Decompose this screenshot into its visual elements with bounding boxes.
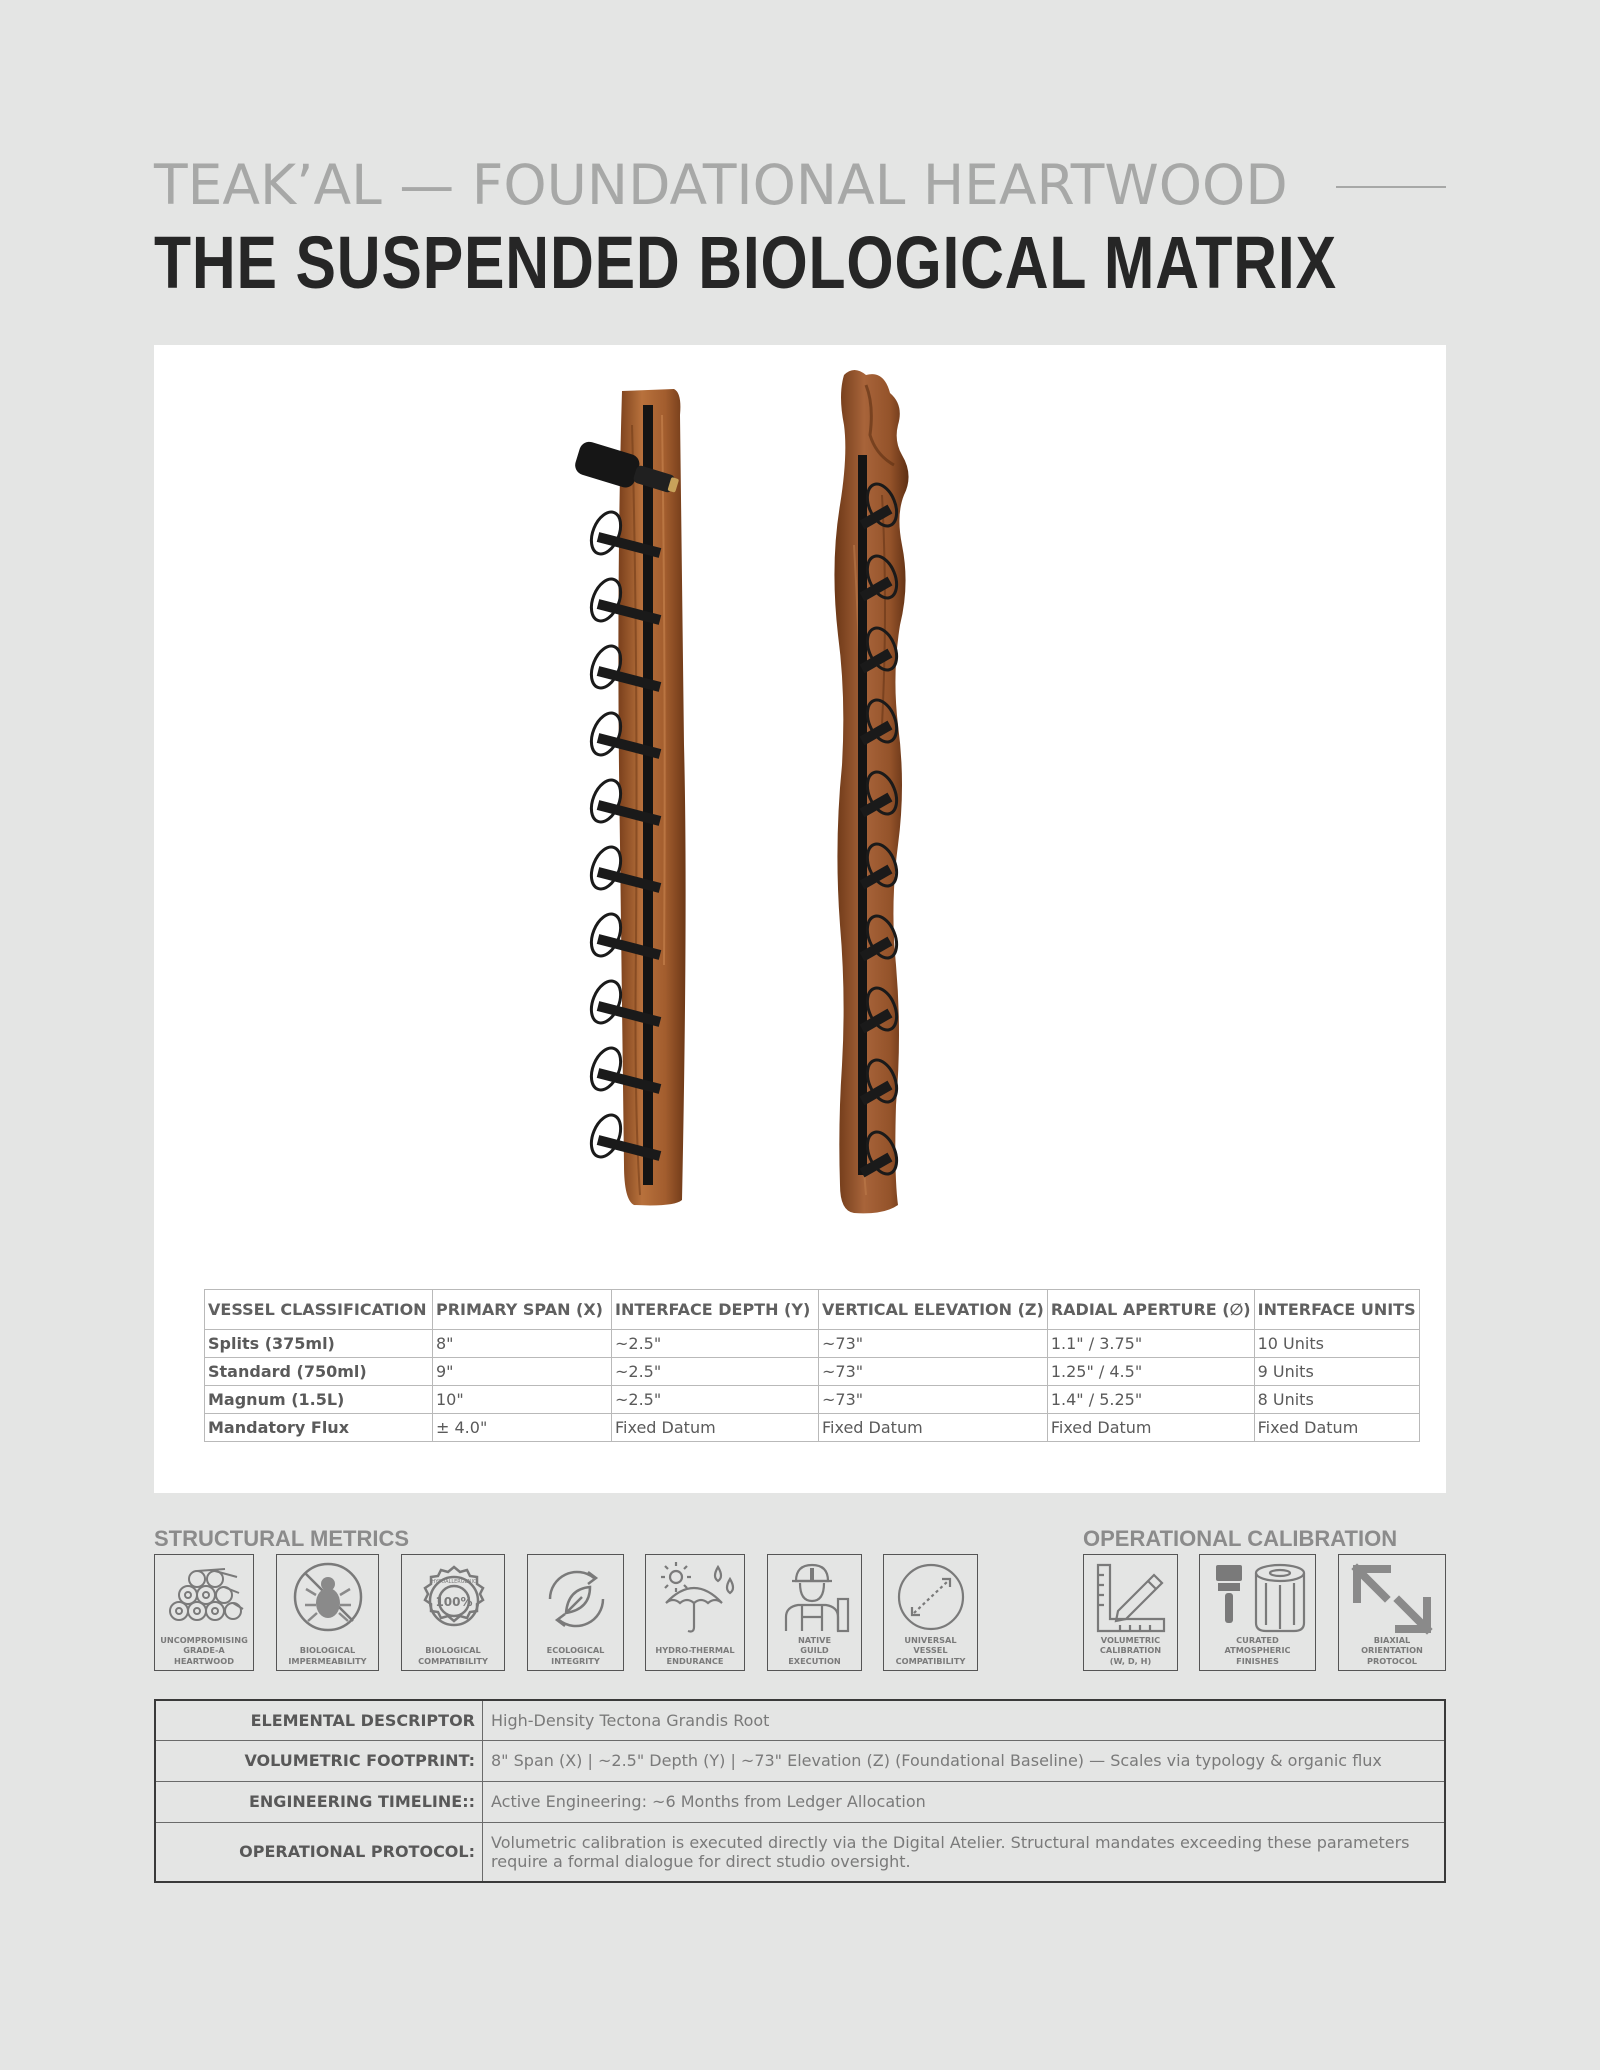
badge-hydro-thermal-endurance: [645, 1554, 745, 1671]
descriptor-key: ELEMENTAL DESCRIPTOR: [155, 1700, 483, 1740]
badge-label: NATIVE GUILD EXECUTION: [788, 1634, 841, 1666]
table-cell: ~2.5": [612, 1358, 819, 1386]
bottle-hoop: [586, 910, 627, 961]
product-image-wine-racks: [154, 345, 1446, 1275]
organic-root-rack: [834, 370, 908, 1213]
log-pile-icon: [155, 1559, 255, 1639]
descriptor-value: Volumetric calibration is executed directly via the Digital Atelier. Structural mandates exceeding these parameters require a formal dialogue for direct studio oversight.: [483, 1822, 1446, 1882]
ruler-pencil-icon: [1084, 1559, 1179, 1639]
badge-label: BIOLOGICAL COMPATIBILITY: [418, 1645, 488, 1666]
structural-metrics-label: STRUCTURAL METRICS: [154, 1526, 410, 1551]
table-cell: 9": [433, 1358, 612, 1386]
vessel-class-cell: Splits (375ml): [205, 1330, 433, 1358]
brush-stump-icon: [1200, 1559, 1317, 1639]
descriptor-table: [154, 1699, 1446, 1883]
descriptor-value: Active Engineering: ~6 Months from Ledger Allocation: [483, 1781, 1446, 1822]
badge-volumetric-calibration: [1083, 1554, 1178, 1671]
table-row: [155, 1822, 1445, 1882]
bottle-hoop: [586, 977, 627, 1028]
table-row: [205, 1386, 1420, 1414]
seal-ring-text: HYPOALLERGENIC: [431, 1579, 477, 1585]
descriptor-key: ENGINEERING TIMELINE::: [155, 1781, 483, 1822]
table-row: [205, 1414, 1420, 1442]
craftsman-icon: [768, 1559, 863, 1639]
sun-umbrella-rain-icon: [646, 1559, 746, 1639]
table-row: [155, 1740, 1445, 1781]
table-cell: 10 Units: [1254, 1330, 1419, 1358]
table-cell: Fixed Datum: [1047, 1414, 1254, 1442]
table-cell: ~73": [819, 1330, 1048, 1358]
table-row: [205, 1330, 1420, 1358]
badge-ecological-integrity: [527, 1554, 624, 1671]
badge-label: UNCOMPROMISING GRADE-A HEARTWOOD: [160, 1634, 248, 1666]
diagonal-arrows-icon: [1339, 1559, 1447, 1639]
eyebrow-title: TEAK’AL — FOUNDATIONAL HEARTWOOD: [154, 153, 1288, 217]
diameter-circle-icon: [884, 1559, 979, 1639]
table-cell: ~73": [819, 1386, 1048, 1414]
vessel-class-cell: Magnum (1.5L): [205, 1386, 433, 1414]
operational-calibration-label: OPERATIONAL CALIBRATION: [1083, 1526, 1398, 1551]
hypoallergenic-seal-icon: [402, 1559, 506, 1641]
badge-label: BIOLOGICAL IMPERMEABILITY: [288, 1645, 367, 1666]
badge-biological-compatibility: [401, 1554, 505, 1671]
descriptor-value: 8" Span (X) | ~2.5" Depth (Y) | ~73" Elevation (Z) (Foundational Baseline) — Scales via typology & organic flux: [483, 1740, 1446, 1781]
badge-label: BIAXIAL ORIENTATION PROTOCOL: [1361, 1634, 1423, 1666]
table-row: [205, 1358, 1420, 1386]
table-row: [155, 1700, 1445, 1740]
badge-universal-vessel-compatibility: [883, 1554, 978, 1671]
spec-header-cell: VERTICAL ELEVATION (Z): [819, 1290, 1048, 1330]
bottle-hoop: [586, 1111, 627, 1162]
vessel-class-cell: Mandatory Flux: [205, 1414, 433, 1442]
seal-percent-text: 100%: [435, 1595, 473, 1609]
descriptor-key: VOLUMETRIC FOOTPRINT:: [155, 1740, 483, 1781]
spec-table-header-row: [205, 1290, 1420, 1330]
badge-uncompromising-heartwood: [154, 1554, 254, 1671]
badge-biaxial-orientation: [1338, 1554, 1446, 1671]
badge-label: HYDRO-THERMAL ENDURANCE: [655, 1645, 735, 1666]
descriptor-key: OPERATIONAL PROTOCOL:: [155, 1822, 483, 1882]
table-cell: 1.25" / 4.5": [1047, 1358, 1254, 1386]
eyebrow-rule: [1336, 186, 1446, 188]
table-cell: 1.1" / 3.75": [1047, 1330, 1254, 1358]
table-cell: ~73": [819, 1358, 1048, 1386]
product-panel: [154, 345, 1446, 1493]
table-cell: 8 Units: [1254, 1386, 1419, 1414]
table-cell: 1.4" / 5.25": [1047, 1386, 1254, 1414]
badge-label: VOLUMETRIC CALIBRATION (W, D, H): [1099, 1634, 1162, 1666]
table-cell: ~2.5": [612, 1330, 819, 1358]
table-cell: Fixed Datum: [612, 1414, 819, 1442]
table-cell: ~2.5": [612, 1386, 819, 1414]
vessel-class-cell: Standard (750ml): [205, 1358, 433, 1386]
spec-table: [204, 1289, 1420, 1442]
table-row: [155, 1781, 1445, 1822]
table-cell: 8": [433, 1330, 612, 1358]
spec-header-cell: PRIMARY SPAN (X): [433, 1290, 612, 1330]
spec-header-cell: INTERFACE DEPTH (Y): [612, 1290, 819, 1330]
spec-header-cell: VESSEL CLASSIFICATION: [205, 1290, 433, 1330]
table-cell: Fixed Datum: [1254, 1414, 1419, 1442]
table-cell: Fixed Datum: [819, 1414, 1048, 1442]
badge-label: ECOLOGICAL INTEGRITY: [546, 1645, 605, 1666]
badge-curated-finishes: [1199, 1554, 1316, 1671]
page-title: THE SUSPENDED BIOLOGICAL MATRIX: [154, 221, 1337, 304]
no-bug-icon: [277, 1559, 380, 1639]
descriptor-value: High-Density Tectona Grandis Root: [483, 1700, 1446, 1740]
badge-label: CURATED ATMOSPHERIC FINISHES: [1224, 1634, 1291, 1666]
badge-label: UNIVERSAL VESSEL COMPATIBILITY: [895, 1634, 966, 1666]
badge-native-guild-execution: [767, 1554, 862, 1671]
badge-biological-impermeability: [276, 1554, 379, 1671]
bottle-hoop: [586, 1044, 627, 1095]
table-cell: 10": [433, 1386, 612, 1414]
spec-header-cell: RADIAL APERTURE (∅): [1047, 1290, 1254, 1330]
straight-plank-rack: [573, 389, 686, 1205]
table-cell: ± 4.0": [433, 1414, 612, 1442]
table-cell: 9 Units: [1254, 1358, 1419, 1386]
recycle-leaf-icon: [528, 1559, 625, 1639]
spec-header-cell: INTERFACE UNITS: [1254, 1290, 1419, 1330]
